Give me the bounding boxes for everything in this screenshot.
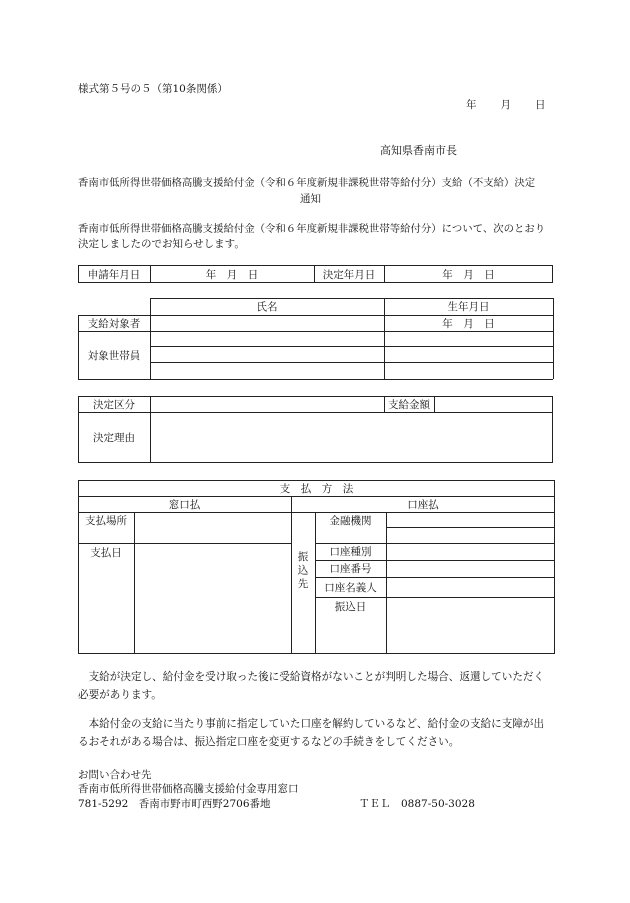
note-2-line-1: 本給付金の支給に当たり事前に指定していた口座を解約しているなど、給付金の支給に支障が出 [78,718,545,730]
account-holder-label: 口座名義人 [324,581,377,594]
payment-amount-label: 支給金額 [388,398,430,411]
target-birthdate: 年 月 日 [442,317,495,330]
title-line-1: 香南市低所得世帯価格高騰支援給付金（令和６年度新規非課税世帯等給付分）支給（不支給）決定 [78,177,536,189]
note-1-line-1: 支給が決定し、給付金を受け取った後に受給資格がないことが判明した場合、返還していただく [78,671,545,683]
account-number-label: 口座番号 [329,563,372,575]
contact-telephone: ＴＥＬ 0887-50-3028 [359,798,475,810]
apply-date-value: 年 月 日 [205,268,259,281]
transfer-destination-label: 振込先 [296,551,309,592]
decision-date-label: 決定年月日 [322,268,376,281]
decision-date-value: 年 月 日 [442,268,495,281]
issuer: 高知県香南市長 [380,144,457,157]
date-line: 年 月 日 [466,99,547,111]
account-type-label: 口座種別 [329,546,372,558]
birthdate-column-header: 生年月日 [447,301,490,313]
form-number: 様式第５号の５（第10条関係） [78,83,228,95]
bank-label: 金融機関 [329,514,372,527]
transfer-date-label: 振込日 [334,600,367,613]
note-2-line-2: るおそれがある場合は、振込指定口座を変更するなどの手続きをしてください。 [78,736,460,748]
decision-category-label: 決定区分 [93,398,135,411]
note-1-line-2: 必要があります。 [78,689,162,701]
contact-address: 781-5292 香南市野市町西野2706番地 [78,798,271,810]
contact-office: 香南市低所得世帯価格高騰支援給付金専用窓口 [78,783,299,795]
window-payment-header: 窓口払 [168,498,201,511]
title-line-2: 通知 [300,193,321,205]
payment-place-label: 支払場所 [85,514,127,527]
payment-date-label: 支払日 [90,546,122,559]
apply-date-label: 申請年月日 [87,268,141,281]
name-column-header: 氏名 [256,301,278,313]
decision-reason-label: 決定理由 [93,432,135,444]
contact-label: お問い合わせ先 [78,769,152,781]
account-payment-header: 口座払 [407,498,439,511]
intro-line-2: 決定しましたのでお知らせします。 [78,238,245,250]
intro-line-1: 香南市低所得世帯価格高騰支援給付金（令和６年度新規非課税世帯等給付分）について、次のとおり [78,223,546,235]
household-member-label: 対象世帯員 [87,349,141,362]
target-person-label: 支給対象者 [87,317,141,330]
payment-method-header: 支 払 方 法 [279,482,354,495]
